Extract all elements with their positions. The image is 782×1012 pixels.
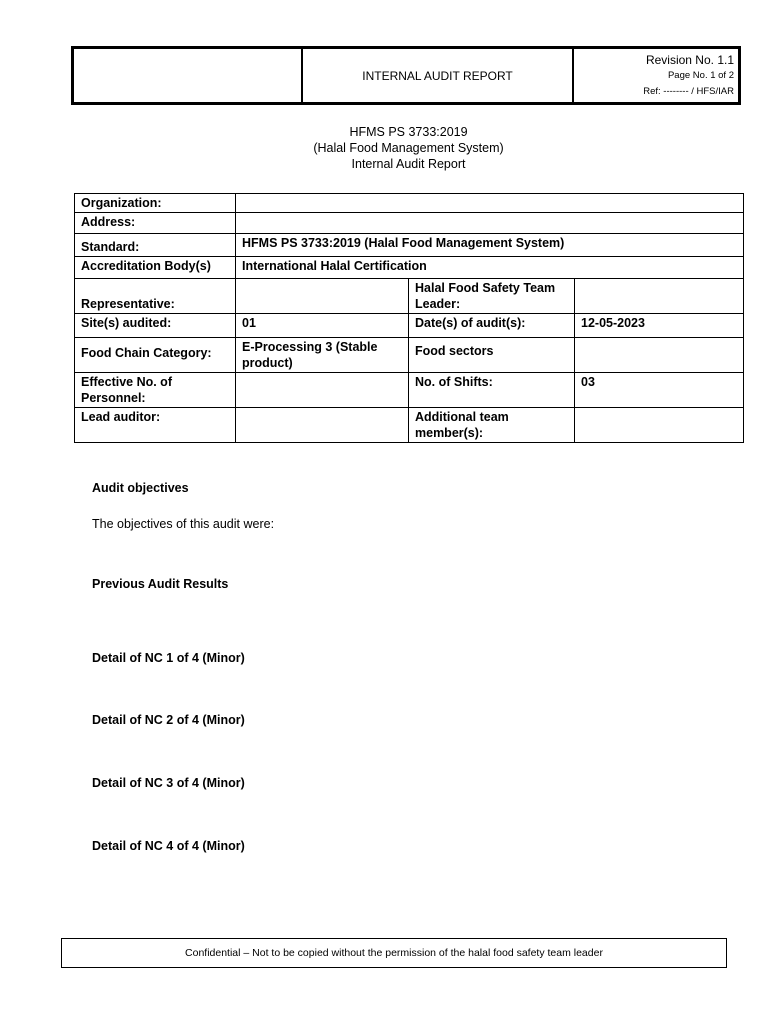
- reference-number: Ref: -------- / HFS/IAR: [643, 86, 734, 97]
- table-row: [75, 279, 744, 314]
- shifts-value: 03: [575, 373, 744, 408]
- personnel-value: [236, 373, 409, 408]
- header-report-type: INTERNAL AUDIT REPORT: [303, 49, 574, 102]
- lead-auditor-label: Lead auditor:: [75, 408, 236, 443]
- food-sectors-value: [575, 338, 744, 373]
- table-row: [75, 373, 744, 408]
- shifts-label: No. of Shifts:: [409, 373, 575, 408]
- title-line-system: (Halal Food Management System): [313, 141, 504, 155]
- nc2-heading: Detail of NC 2 of 4 (Minor): [92, 713, 245, 727]
- page-number: Page No. 1 of 2: [667, 70, 734, 81]
- lead-auditor-value: [236, 408, 409, 443]
- title-line-report: Internal Audit Report: [351, 157, 466, 171]
- address-label: Address:: [75, 213, 236, 234]
- table-row: [75, 257, 744, 279]
- food-sectors-label: Food sectors: [409, 338, 575, 373]
- revision-number: Revision No. 1.1: [645, 53, 734, 67]
- personnel-label: Effective No. of Personnel:: [75, 373, 236, 408]
- title-line-standard: HFMS PS 3733:2019: [349, 125, 468, 139]
- food-chain-label: Food Chain Category:: [75, 338, 236, 373]
- document-header: [71, 46, 741, 105]
- team-leader-label: Halal Food Safety Team Leader:: [409, 279, 575, 314]
- sites-label: Site(s) audited:: [75, 314, 236, 338]
- team-members-value: [575, 408, 744, 443]
- table-row: [75, 408, 744, 443]
- table-row: [75, 234, 744, 257]
- sites-value: 01: [236, 314, 409, 338]
- header-revision-cell: [574, 49, 738, 102]
- dates-label: Date(s) of audit(s):: [409, 314, 575, 338]
- audit-info-table: [74, 193, 744, 443]
- previous-audit-results-heading: Previous Audit Results: [92, 577, 229, 591]
- standard-value: HFMS PS 3733:2019 (Halal Food Management System): [236, 234, 744, 257]
- nc3-heading: Detail of NC 3 of 4 (Minor): [92, 776, 245, 790]
- table-row: [75, 314, 744, 338]
- footer-text: Confidential – Not to be copied without the permission of the halal food safety team leader: [185, 947, 603, 959]
- nc4-heading: Detail of NC 4 of 4 (Minor): [92, 839, 245, 853]
- document-title: [0, 124, 782, 172]
- team-members-label: Additional team member(s):: [409, 408, 575, 443]
- team-leader-value: [575, 279, 744, 314]
- table-row: [75, 338, 744, 373]
- representative-label: Representative:: [75, 279, 236, 314]
- representative-value: [236, 279, 409, 314]
- audit-objectives-text: The objectives of this audit were:: [92, 517, 275, 531]
- confidential-footer: [61, 938, 727, 968]
- standard-label: Standard:: [75, 234, 236, 257]
- organization-label: Organization:: [75, 194, 236, 213]
- address-value: [236, 213, 744, 234]
- audit-objectives-heading: Audit objectives: [92, 481, 189, 495]
- dates-value: 12-05-2023: [575, 314, 744, 338]
- header-logo-cell: [74, 49, 303, 102]
- accreditation-value: International Halal Certification: [236, 257, 744, 279]
- organization-value: [236, 194, 744, 213]
- accreditation-label: Accreditation Body(s): [75, 257, 236, 279]
- table-row: [75, 213, 744, 234]
- food-chain-value: E-Processing 3 (Stable product): [236, 338, 409, 373]
- table-row: [75, 194, 744, 213]
- nc1-heading: Detail of NC 1 of 4 (Minor): [92, 651, 245, 665]
